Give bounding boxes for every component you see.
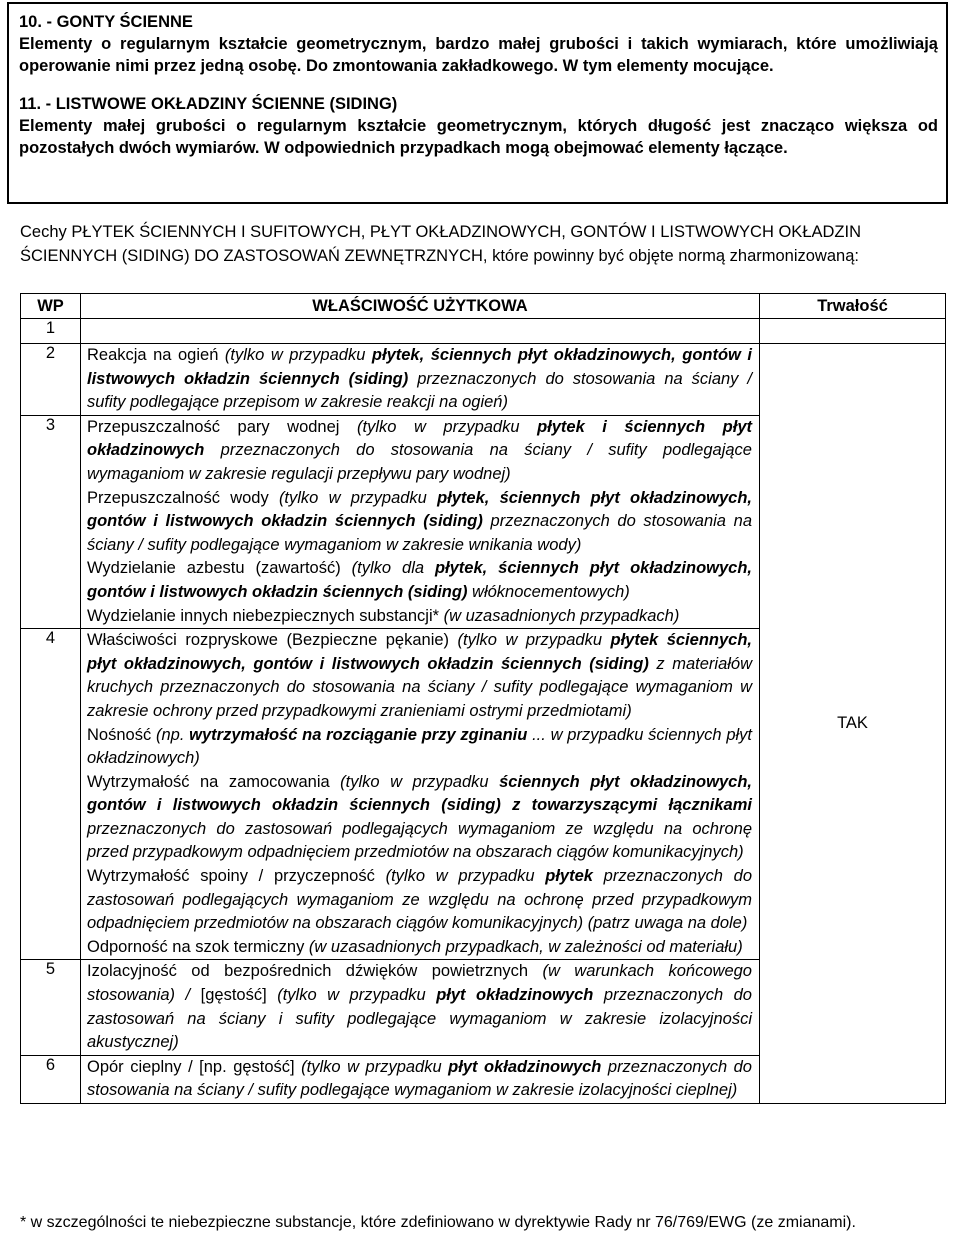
property-text: płytek i ściennych płyt okładzinowych [87, 417, 753, 460]
property-text: Opór cieplny / [np. gęstość] [87, 1057, 295, 1076]
property-text: (np. [151, 725, 190, 744]
property-item [87, 865, 752, 936]
property-text: Nośność [87, 725, 152, 744]
property-text: płytek, ściennych płyt okładzinowych, gontów i listwowych okładzin ściennych (siding) [87, 346, 752, 388]
property-text: przeznaczonych do stosowania na ściany / sufity podlegające wymaganiom w zakresie izolacyjności cieplnej) [87, 1057, 752, 1100]
property-text: płyt okładzinowych [436, 986, 594, 1005]
table-row [21, 319, 946, 344]
property-item [87, 936, 752, 960]
properties-table [20, 293, 946, 1104]
property-item [87, 960, 752, 1054]
property-item [87, 557, 752, 604]
table-row [21, 344, 946, 416]
durability-value: TAK [760, 344, 946, 1104]
property-text: przeznaczonych do stosowania na ściany / sufity podlegające przepisom w zakresie reakcji na ogień) [87, 369, 753, 412]
row-property [81, 1055, 760, 1103]
property-text: płytek, ściennych płyt okładzinowych, gontów i listwowych okładzin ściennych (siding) [87, 559, 753, 601]
heading-10: 10. - GONTY ŚCIENNE [19, 13, 193, 31]
property-text: Odporność na szok termiczny [87, 937, 305, 956]
intro-text: Cechy PŁYTEK ŚCIENNYCH I SUFITOWYCH, PŁYT OKŁADZINOWYCH, GONTÓW I LISTWOWYCH OKŁADZIN ŚCIENNYCH (SIDING) DO ZASTOSOWAŃ ZEWNĘTRZNYCH, które powinny być objęte normą zharmonizowaną: [20, 223, 861, 265]
header-durability: Trwałość [760, 294, 946, 319]
row-number: 2 [21, 344, 81, 416]
property-text: (tylko w przypadku [294, 1057, 449, 1076]
row-number: 1 [21, 319, 81, 344]
property-text: Właściwości rozpryskowe (Bezpieczne pękanie) [87, 631, 450, 650]
property-text: przeznaczonych do zastosowań podlegających wymaganiom ze względu na ochronę przed przypadkowym odpadnięciem przedmiotów na obszarach ciągów komunikacyjnych) [87, 819, 752, 862]
paragraph-10: Elementy o regularnym kształcie geometrycznym, bardzo małej grubości i takich wymiarach, które umożliwiają operowanie nimi przez jedną osobę. Do zmontowania zakładkowego. W tym elementy mocujące. [19, 35, 938, 75]
row-number: 3 [21, 415, 81, 628]
row-number: 4 [21, 629, 81, 960]
property-item [87, 771, 752, 865]
property-text: (w warunkach końcowego stosowania) / [87, 962, 752, 1005]
property-item [87, 629, 752, 723]
property-text: płytek [545, 867, 593, 886]
property-item [87, 416, 752, 487]
property-text: (tylko w przypadku [339, 417, 538, 436]
property-text: (tylko w przypadku [449, 631, 611, 650]
row-number: 5 [21, 960, 81, 1055]
property-text: Reakcja na ogień [87, 346, 219, 364]
property-text: (tylko w przypadku [268, 488, 438, 507]
property-text: (tylko w przypadku [266, 986, 437, 1005]
property-text: ... w przypadku ściennych płyt okładzinowych) [87, 725, 752, 768]
property-text: włóknocementowych) [467, 582, 630, 601]
property-text: (w uzasadnionych przypadkach, w zależności od materiału) [304, 937, 743, 956]
header-wp: WP [21, 294, 81, 319]
property-text: ściennych płyt okładzinowych, gontów i listwowych okładzin ściennych (siding) z towarzyszącymi łącznikami [87, 772, 752, 815]
property-text: (tylko w przypadku [374, 867, 546, 886]
property-text: wytrzymałość na rozciąganie przy zginaniu [189, 725, 528, 744]
property-text: przeznaczonych do zastosowań na ściany i sufity podlegające wymaganiom w zakresie izolacyjności akustycznej) [87, 986, 752, 1052]
row-property [81, 960, 760, 1055]
property-text: Wytrzymałość na zamocowania [87, 772, 330, 791]
property-text: płytek ściennych, płyt okładzinowych, gontów i listwowych okładzin ściennych (siding) [87, 631, 752, 673]
property-text: płytek, ściennych płyt okładzinowych, gontów i listwowych okładzin ściennych (siding) [87, 488, 752, 531]
row-property [81, 415, 760, 628]
property-text: przeznaczonych do stosowania na ściany / sufity podlegające wymaganiom w zakresie wnikania wody) [87, 512, 753, 554]
property-text: Przepuszczalność pary wodnej [87, 417, 340, 436]
property-text: płyt okładzinowych [448, 1057, 602, 1076]
property-text: (tylko w przypadku [218, 346, 372, 364]
property-item [87, 344, 752, 415]
property-item [87, 1056, 752, 1103]
table-header-row [21, 294, 946, 319]
row-number: 6 [21, 1055, 81, 1103]
header-property: WŁAŚCIWOŚĆ UŻYTKOWA [81, 294, 760, 319]
row-property [81, 319, 760, 344]
definitions-box [7, 2, 948, 204]
property-item [87, 724, 752, 771]
property-text: przeznaczonych do zastosowań podlegających wymaganiom ze względu na ochronę przed przypadkowym odpadnięciem przedmiotów na obszarach ciągów komunikacyjnych) (patrz uwaga na dole) [87, 867, 752, 933]
property-text: Izolacyjność od bezpośrednich dźwięków powietrznych [87, 962, 529, 981]
durability-empty-cell [760, 319, 946, 344]
property-text: Przepuszczalność wody [87, 488, 269, 507]
property-text: przeznaczonych do stosowania na ściany / sufity podlegające wymaganiom w zakresie regulacji przepływu pary wodnej) [87, 441, 752, 483]
property-text: z materiałów kruchych przeznaczonych do stosowania na ściany / sufity podlegające wymaganiom w zakresie ochrony przed przypadkowymi zranieniami ostrymi przedmiotami) [87, 654, 753, 720]
property-item [87, 605, 752, 629]
property-text: (tylko w przypadku [329, 772, 500, 791]
heading-11: 11. - LISTWOWE OKŁADZINY ŚCIENNE (SIDING) [19, 95, 398, 113]
row-property [81, 344, 760, 416]
property-text: (tylko dla [340, 559, 435, 578]
property-text: (w uzasadnionych przypadkach) [439, 606, 680, 625]
property-text: Wytrzymałość spoiny / przyczepność [87, 867, 375, 886]
footnote: * w szczególności te niebezpieczne substancje, które zdefiniowano w dyrektywie Rady nr 76/769/EWG (ze zmianami). [20, 1214, 856, 1231]
property-text: Wydzielanie azbestu (zawartość) [87, 559, 341, 578]
row-property [81, 629, 760, 960]
paragraph-11: Elementy małej grubości o regularnym kształcie geometrycznym, których długość jest znacząco większa od pozostałych dwóch wymiarów. W odpowiednich przypadkach mogą obejmować elementy łączące. [19, 117, 938, 157]
property-item [87, 487, 752, 558]
property-text: Wydzielanie innych niebezpiecznych substancji* [87, 606, 440, 625]
property-text: [gęstość] [200, 986, 267, 1005]
